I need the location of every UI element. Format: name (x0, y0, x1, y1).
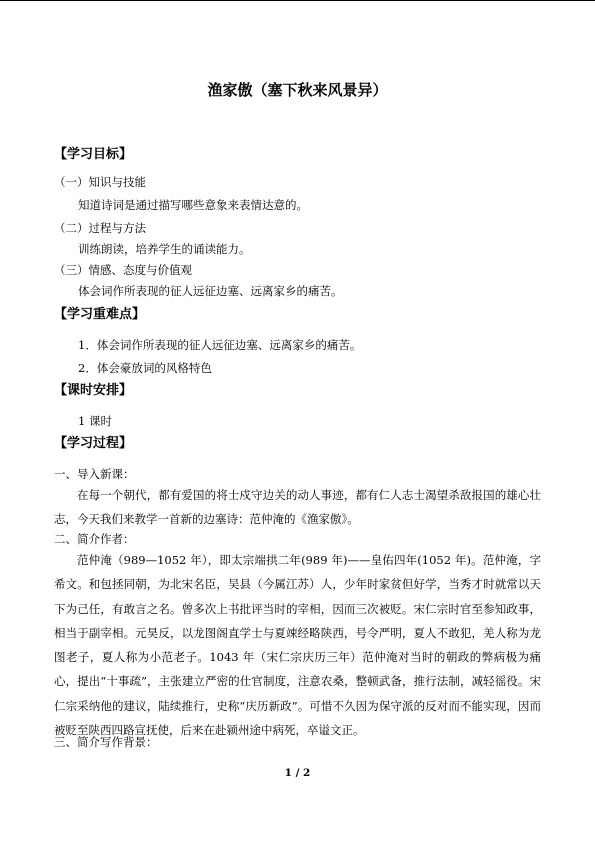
goal-2-text: 训练朗读，培养学生的诵读能力。 (78, 242, 251, 256)
page-number: 1 / 2 (284, 767, 311, 779)
heading-schedule: 【课时安排】 (54, 383, 133, 398)
goal-1-label: （一）知识与技能 (54, 175, 146, 189)
schedule-text: 1 课时 (78, 414, 112, 428)
header-rule (0, 0, 595, 1)
step-2-label: 二、简介作者： (54, 532, 135, 546)
goal-3-label: （三）情感、态度与价值观 (54, 263, 192, 277)
step-2-paragraph: 范仲淹（989—1052 年），即太宗端拱二年(989 年)——皇佑四年(1052 年)。范仲淹，字希文。和包拯同朝，为北宋名臣，吴县（今属江苏）人，少年时家贫但好学，当秀才时就常以天下为己任，有敢言之名。曾多次上书批评当时的宰相，因而三次被贬。宋仁宗时官至参知政事，相当于副宰相。元昊反，以龙图阁直学士与夏竦经略陕西，号令严明，夏人不敢犯，羌人称为龙图老子，夏人称为小范老子。1043 年（宋仁宗庆历三年）范仲淹对当时的朝政的弊病极为痛心，提出“十事疏”，主张建立严密的仕官制度，注意农桑，整顿武备，推行法制，减轻徭役。宋仁宗采纳他的建议，陆续推行，史称“庆历新政”。可惜不久因为保守派的反对而不能实现，因而被贬至陕西四路宣抚使，后来在赴颍州途中病死，卒谥文正。 (54, 553, 541, 738)
goal-2-label: （二）过程与方法 (54, 221, 146, 235)
key-point-1: 1．体会词作所表现的征人远征边塞、远离家乡的痛苦。 (78, 338, 362, 352)
heading-goals: 【学习目标】 (54, 147, 133, 162)
step-1-label: 一、导入新课： (54, 467, 135, 481)
document-title: 渔家傲（塞下秋来风景异） (207, 81, 388, 99)
step-1-paragraph: 在每一个朝代，都有爱国的将士戍守边关的动人事迹，都有仁人志士渴望杀敌报国的雄心壮志，今天我们来教学一首新的边塞诗：范仲淹的《渔家傲》。 (54, 488, 541, 527)
heading-process: 【学习过程】 (54, 436, 133, 451)
goal-1-text: 知道诗词是通过描写哪些意象来表情达意的。 (78, 198, 308, 212)
step-3-label: 三、简介写作背景： (54, 735, 158, 749)
goal-3-text: 体会词作所表现的征人远征边塞、远离家乡的痛苦。 (78, 284, 343, 298)
heading-key-points: 【学习重难点】 (54, 307, 146, 322)
key-point-2: 2．体会豪放词的风格特色 (78, 361, 212, 375)
